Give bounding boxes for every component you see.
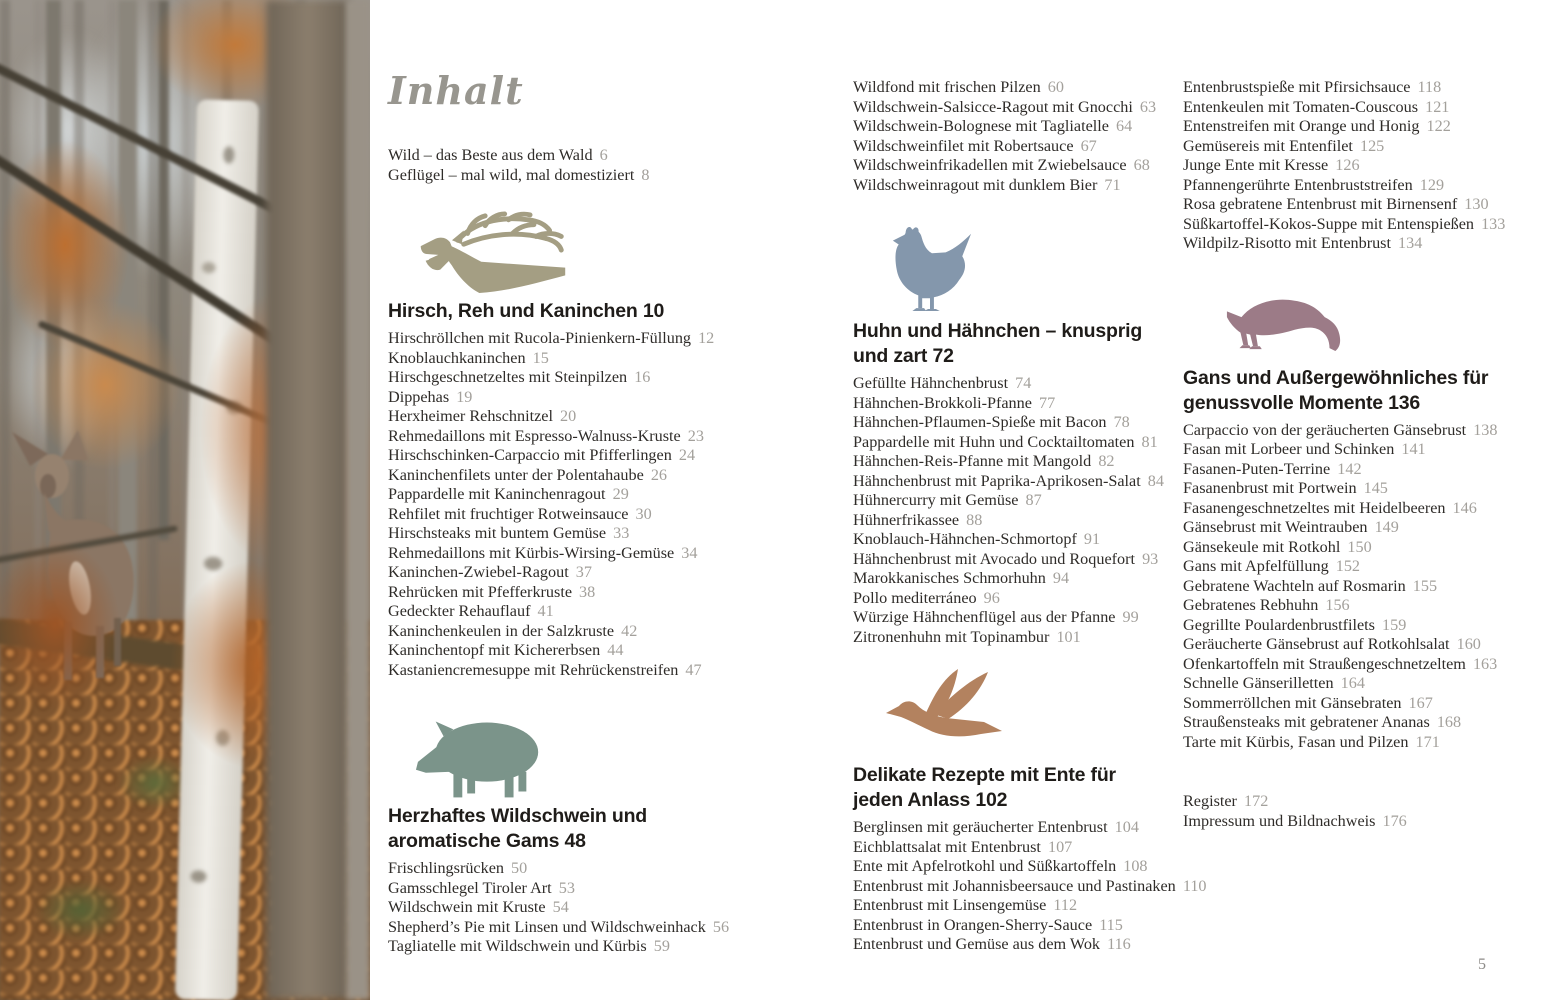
toc-entry-title: Dippehas [388,387,450,406]
toc-entry-page: 115 [1099,915,1123,934]
toc-entry [853,838,1188,858]
toc-entry-page: 6 [599,146,608,164]
toc-entry-page: 60 [1047,78,1064,96]
toc-entry [1183,137,1551,157]
toc-entry-page: 23 [687,426,704,445]
toc-entry [1183,78,1551,98]
toc-entry-title: Herxheimer Rehschnitzel [388,407,553,425]
toc-entry [388,388,838,408]
toc-entry-title: Hirschgeschnetzeltes mit Steinpilzen [388,368,628,386]
toc-entry [853,569,1188,589]
toc-entry [853,589,1188,609]
toc-entry [853,628,1188,648]
stag-icon [418,211,838,293]
toc-entry [853,78,1188,98]
toc-entry [388,583,838,603]
toc-entry-title: Entenbrust in Orangen-Sherry-Sauce [853,915,1093,934]
toc-entry-page: 145 [1363,479,1388,497]
toc-entry-title: Tarte mit Kürbis, Fasan und Pilzen [1183,732,1409,751]
toc-entry-title: Marokkanisches Schmorhuhn [853,569,1046,587]
toc-entry [853,530,1188,550]
toc-entry-page: 78 [1113,413,1130,431]
photo-foreground-trunk [346,0,370,1000]
toc-entry-page: 29 [612,485,629,503]
toc-entry-title: Knoblauch-Hähnchen-Schmortopf [853,530,1077,548]
toc-entry-title: Pfannengerührte Entenbruststreifen [1183,175,1413,194]
toc-entry [1183,674,1551,694]
toc-entry-title: Kaninchenfilets unter der Polentahaube [388,465,644,484]
toc-entry-title: Wildschweinfilet mit Robertsauce [853,136,1074,155]
toc-entry-page: 104 [1114,818,1139,836]
toc-entry [853,550,1188,570]
toc-entries-block [1183,78,1551,254]
toc-entry-list [853,78,1188,195]
toc-entry-page: 160 [1456,635,1481,653]
toc-entry-page: 63 [1139,97,1157,116]
toc-entry [853,433,1188,453]
toc-entry-title: Pappardelle mit Kaninchenragout [388,485,606,503]
boar-icon [414,714,838,800]
toc-entry-page: 152 [1335,557,1360,575]
toc-entry-page: 81 [1141,432,1158,451]
toc-entry-title: Fasan mit Lorbeer und Schinken [1183,440,1395,458]
toc-entry-title: Junge Ente mit Kresse [1183,156,1329,174]
toc-entry-title: Wildpilz-Risotto mit Entenbrust [1183,234,1391,252]
toc-entry-page: 118 [1417,78,1442,96]
toc-entry-title: Ente mit Apfelrotkohl und Süßkartoffeln [853,857,1117,875]
toc-entry [853,916,1188,936]
toc-entry [1183,499,1551,519]
toc-entry-title: Gänsebrust mit Weintrauben [1183,518,1368,536]
toc-section [853,667,1207,955]
toc-entry-page: 87 [1025,491,1042,509]
toc-entry [853,394,1188,414]
toc-entry-page: 84 [1147,471,1164,490]
toc-entry-title: Gebratene Wachteln auf Rosmarin [1183,576,1406,595]
toc-entry [1183,176,1551,196]
toc-entry [853,472,1188,492]
toc-entry [388,166,838,186]
toc-entry-page: 122 [1426,117,1451,135]
toc-entry-page: 82 [1098,452,1115,470]
toc-entry-list [388,329,838,680]
photo-foreground-trunk [266,0,350,1000]
toc-entry [1183,792,1551,812]
toc-entry-title: Hühnercurry mit Gemüse [853,491,1019,509]
toc-entry-page: 141 [1401,440,1426,458]
toc-entry-title: Fasanenbrust mit Portwein [1183,479,1357,497]
toc-entry-title: Gemüsereis mit Entenfilet [1183,136,1353,155]
toc-entry [388,446,838,466]
section-title: Herzhaftes Wildschwein und aromatische Gams 48 [388,805,647,852]
toc-entry-page: 168 [1436,713,1462,731]
toc-entry-page: 164 [1340,674,1365,692]
toc-entry [388,859,838,879]
toc-entry [853,935,1188,955]
toc-entry [388,563,838,583]
toc-entry [1183,577,1551,597]
toc-entry-title: Wildschwein mit Kruste [388,898,546,916]
toc-entry [853,511,1188,531]
toc-entry [1183,655,1551,675]
page-title: Inhalt [388,68,524,113]
toc-entry-page: 125 [1359,136,1385,155]
goose-icon [1221,292,1551,352]
toc-entry-page: 71 [1104,175,1121,194]
toc-entry-list [853,818,1207,955]
toc-entry [1183,98,1551,118]
toc-entry-list [388,859,838,957]
toc-entry [853,413,1188,433]
toc-entry-page: 121 [1425,97,1450,116]
toc-entry-title: Rehmedaillons mit Kürbis-Wirsing-Gemüse [388,543,675,562]
toc-entry-page: 116 [1107,935,1131,953]
toc-entry-title: Gedeckter Rehauflauf [388,602,531,620]
toc-entry [388,879,838,899]
toc-entry-title: Shepherd’s Pie mit Linsen und Wildschweinhack [388,917,706,936]
toc-entry-page: 142 [1337,459,1362,478]
toc-column-3 [1183,0,1551,831]
toc-entry-list [1183,78,1551,254]
toc-entry-page: 107 [1047,837,1073,856]
toc-entry-page: 24 [678,446,696,464]
toc-entry-title: Rehrücken mit Pfefferkruste [388,582,572,601]
toc-entry-title: Berglinsen mit geräucherter Entenbrust [853,818,1108,836]
toc-entry [388,505,838,525]
toc-entry-page: 163 [1472,654,1498,673]
toc-entry-title: Entenstreifen mit Orange und Honig [1183,117,1420,135]
toc-section [853,223,1188,647]
toc-entry-list [1183,792,1551,831]
toc-entry-page: 108 [1123,857,1148,875]
toc-entry-page: 112 [1053,896,1078,914]
toc-entry [388,602,838,622]
toc-entry [853,156,1188,176]
toc-entry-page: 96 [983,588,1000,607]
toc-entry [1183,538,1551,558]
toc-entry-title: Fasanen-Puten-Terrine [1183,459,1331,478]
toc-section [388,211,838,680]
toc-entry-list [853,374,1188,647]
toc-entry-title: Würzige Hähnchenflügel aus der Pfanne [853,608,1116,626]
toc-entry-title: Gans mit Apfelfüllung [1183,557,1329,575]
toc-entry-page: 130 [1464,195,1489,213]
toc-entry-page: 77 [1038,393,1056,412]
toc-entry-title: Wildfond mit frischen Pilzen [853,78,1041,96]
toc-entry [853,818,1188,838]
toc-entry-page: 176 [1382,811,1407,830]
toc-entries-block [1183,792,1551,831]
photo-moss [36,880,126,940]
toc-entry-page: 67 [1080,136,1097,155]
toc-entry-page: 155 [1412,576,1438,595]
toc-entry-title: Entenbrustspieße mit Pfirsichsauce [1183,78,1411,96]
toc-entry-title: Rehfilet mit fruchtiger Rotweinsauce [388,504,629,523]
toc-entry-title: Hirschröllchen mit Rucola-Pinienkern-Füllung [388,329,692,347]
toc-entry-title: Tagliatelle mit Wildschwein und Kürbis [388,937,647,955]
toc-entries-block [388,146,838,185]
toc-entry-title: Gebratenes Rebhuhn [1183,596,1319,614]
toc-entry [388,898,838,918]
toc-entry-title: Impressum und Bildnachweis [1183,811,1376,830]
toc-entry-title: Entenbrust mit Johannisbeersauce und Pastinaken [853,876,1176,895]
toc-entry-page: 42 [621,621,638,640]
toc-entry-title: Hähnchenbrust mit Avocado und Roquefort [853,549,1136,568]
toc-entry-title: Pollo mediterráneo [853,588,977,607]
toc-entry-title: Wild – das Beste aus dem Wald [388,146,593,164]
toc-entry-title: Wildschweinragout mit dunklem Bier [853,175,1098,194]
toc-entry-page: 64 [1116,117,1133,135]
toc-entry [1183,733,1551,753]
toc-entry-page: 110 [1182,876,1207,895]
toc-entry-page: 44 [607,641,624,659]
toc-entry [1183,215,1551,235]
toc-entry-page: 16 [634,368,651,386]
toc-entry-title: Ofenkartoffeln mit Straußengeschnetzeltem [1183,654,1466,673]
toc-entry [388,368,838,388]
toc-entry-page: 126 [1335,156,1360,174]
toc-entry [853,491,1188,511]
toc-entry-list [1183,421,1551,753]
toc-entry-page: 93 [1142,549,1159,568]
toc-entry-title: Rehmedaillons mit Espresso-Walnuss-Kruste [388,426,681,445]
toc-entry-page: 167 [1408,693,1433,712]
toc-entry-title: Hirschsteaks mit buntem Gemüse [388,524,607,542]
toc-entry-page: 134 [1398,234,1423,252]
toc-entry-title: Gamsschlegel Tiroler Art [388,878,552,897]
toc-entry-title: Straußensteaks mit gebratener Ananas [1183,713,1430,731]
toc-entry [1183,616,1551,636]
toc-column-1 [388,0,838,957]
toc-entry-title: Sommerröllchen mit Gänsebraten [1183,693,1402,712]
toc-entry-page: 99 [1122,608,1139,626]
toc-entry [388,349,838,369]
toc-entry-page: 12 [698,329,715,347]
toc-entry [1183,596,1551,616]
toc-entry [853,452,1188,472]
toc-entry-title: Pappardelle mit Huhn und Cocktailtomaten [853,432,1135,451]
toc-entry [388,544,838,564]
toc-entry-title: Entenkeulen mit Tomaten-Couscous [1183,97,1419,116]
toc-entry [388,146,838,166]
toc-entry [388,407,838,427]
hen-icon [883,223,1188,311]
toc-entry-title: Entenbrust mit Linsengemüse [853,896,1047,914]
toc-entry [388,622,838,642]
photo-autumn-leaves [0,540,120,710]
toc-entry [388,661,838,681]
toc-entry [853,98,1188,118]
toc-entry-page: 156 [1325,596,1350,614]
toc-section [388,714,838,957]
toc-entry [853,857,1188,877]
toc-entry-title: Gegrillte Poulardenbrustfilets [1183,615,1375,634]
toc-entry-title: Kaninchen-Zwiebel-Ragout [388,563,569,581]
toc-entry [1183,440,1551,460]
toc-entry [1183,479,1551,499]
toc-entry [853,176,1188,196]
toc-entry [853,117,1188,137]
toc-entry [1183,156,1551,176]
toc-section [1183,292,1551,753]
toc-entry [1183,812,1551,832]
toc-entry [853,896,1188,916]
toc-entry-title: Frischlingsrücken [388,859,504,877]
toc-entry [388,466,838,486]
toc-entry-page: 8 [641,165,650,184]
toc-entry [1183,518,1551,538]
toc-entry [1183,195,1551,215]
toc-entry [853,876,1207,897]
toc-entry-title: Register [1183,792,1237,810]
toc-entry [853,137,1188,157]
toc-entry-title: Geräucherte Gänsebrust auf Rotkohlsalat [1183,635,1450,653]
toc-entry [853,608,1188,628]
toc-entry [388,427,838,447]
toc-entry [388,918,838,938]
toc-entry-title: Eichblattsalat mit Entenbrust [853,837,1041,856]
toc-entry-page: 50 [511,859,528,877]
toc-entry-title: Hähnchen-Reis-Pfanne mit Mangold [853,452,1092,470]
page-number: 5 [1478,956,1486,973]
toc-entry-title: Wildschwein-Salsicce-Ragout mit Gnocchi [853,97,1133,116]
toc-entry-page: 26 [650,465,667,484]
toc-column-2 [853,0,1207,955]
section-title: Gans und Außergewöhnliches für genussvolle Momente 136 [1183,366,1489,414]
toc-entry-page: 34 [681,543,698,562]
toc-entry-title: Fasanengeschnetzeltes mit Heidelbeeren [1183,498,1446,517]
toc-entry [388,524,838,544]
toc-entry-title: Gänsekeule mit Rotkohl [1183,537,1341,556]
toc-entry-title: Kaninchenkeulen in der Salzkruste [388,621,615,640]
toc-entry-title: Wildschweinfrikadellen mit Zwiebelsauce [853,156,1127,174]
forest-photo [0,0,370,1000]
toc-entry-page: 88 [966,510,983,529]
section-title: Huhn und Hähnchen – knusprig und zart 72 [853,320,1143,367]
toc-entry [1183,635,1551,655]
duck-icon [883,667,1188,759]
toc-entry [1183,694,1551,714]
toc-entry-page: 37 [575,563,592,581]
toc-entry-page: 54 [552,898,569,916]
toc-entry-page: 68 [1133,156,1150,174]
toc-entry-page: 138 [1473,420,1498,439]
toc-entry-title: Entenbrust und Gemüse aus dem Wok [853,935,1101,953]
toc-entry [1183,234,1551,254]
toc-entry-page: 30 [635,504,652,523]
toc-entry-page: 20 [560,407,577,425]
toc-entry [388,641,838,661]
toc-entry-page: 149 [1374,518,1399,536]
toc-entry-title: Hähnchen-Pflaumen-Spieße mit Bacon [853,413,1107,431]
toc-entry-title: Zitronenhuhn mit Topinambur [853,627,1050,646]
toc-entry-title: Kaninchentopf mit Kichererbsen [388,641,601,659]
toc-entry-title: Hähnchenbrust mit Paprika-Aprikosen-Salat [853,471,1141,490]
toc-entry [388,485,838,505]
toc-entry-page: 47 [685,660,702,679]
toc-entry-page: 59 [653,937,670,955]
section-title: Delikate Rezepte mit Ente für jeden Anlass 102 [853,764,1116,811]
toc-entry-page: 74 [1015,374,1032,392]
toc-entry-title: Schnelle Gänserilletten [1183,674,1334,692]
toc-entry-page: 56 [712,917,730,936]
toc-entry-page: 19 [456,387,473,406]
toc-entry-title: Rosa gebratene Entenbrust mit Birnensenf [1183,195,1458,213]
toc-entry-page: 159 [1382,615,1407,634]
toc-entry [388,937,838,957]
toc-entry [1183,557,1551,577]
toc-entry-title: Gefüllte Hähnchenbrust [853,374,1009,392]
toc-entry [1183,117,1551,137]
toc-entry [1183,713,1551,733]
toc-entry [1183,421,1551,441]
toc-entry-page: 133 [1481,214,1506,233]
toc-entry-page: 150 [1347,537,1372,556]
toc-entry [388,329,838,349]
toc-entry-page: 101 [1056,627,1081,646]
toc-entry-page: 53 [558,878,575,897]
toc-entry-title: Geflügel – mal wild, mal domestiziert [388,165,635,184]
toc-entry-page: 172 [1244,792,1269,810]
toc-entry-page: 15 [532,348,549,367]
toc-entry-title: Kastaniencremesuppe mit Rehrückenstreifen [388,660,679,679]
toc-entry-page: 94 [1052,569,1070,587]
toc-entry-title: Knoblauchkaninchen [388,348,526,367]
toc-entry-title: Hirschschinken-Carpaccio mit Pfifferlingen [388,446,672,464]
toc-entry-page: 91 [1083,530,1101,548]
toc-entry-title: Hühnerfrikassee [853,510,960,529]
section-title: Hirsch, Reh und Kaninchen 10 [388,300,665,322]
toc-entry-page: 171 [1415,732,1440,751]
toc-entries-block [853,78,1188,195]
toc-entry-page: 33 [613,524,630,542]
toc-entry-page: 41 [537,602,554,620]
toc-entry [1183,460,1551,480]
toc-entry-page: 146 [1452,498,1477,517]
toc-entry-title: Carpaccio von der geräucherten Gänsebrust [1183,420,1467,439]
toc-entry-list [388,146,838,185]
toc-entry [853,374,1188,394]
toc-entry-title: Hähnchen-Brokkoli-Pfanne [853,393,1032,412]
toc-entry-page: 38 [579,582,596,601]
toc-entry-page: 129 [1419,175,1445,194]
toc-entry-title: Wildschwein-Bolognese mit Tagliatelle [853,117,1109,135]
toc-entry-title: Süßkartoffel-Kokos-Suppe mit Entenspießen [1183,214,1475,233]
